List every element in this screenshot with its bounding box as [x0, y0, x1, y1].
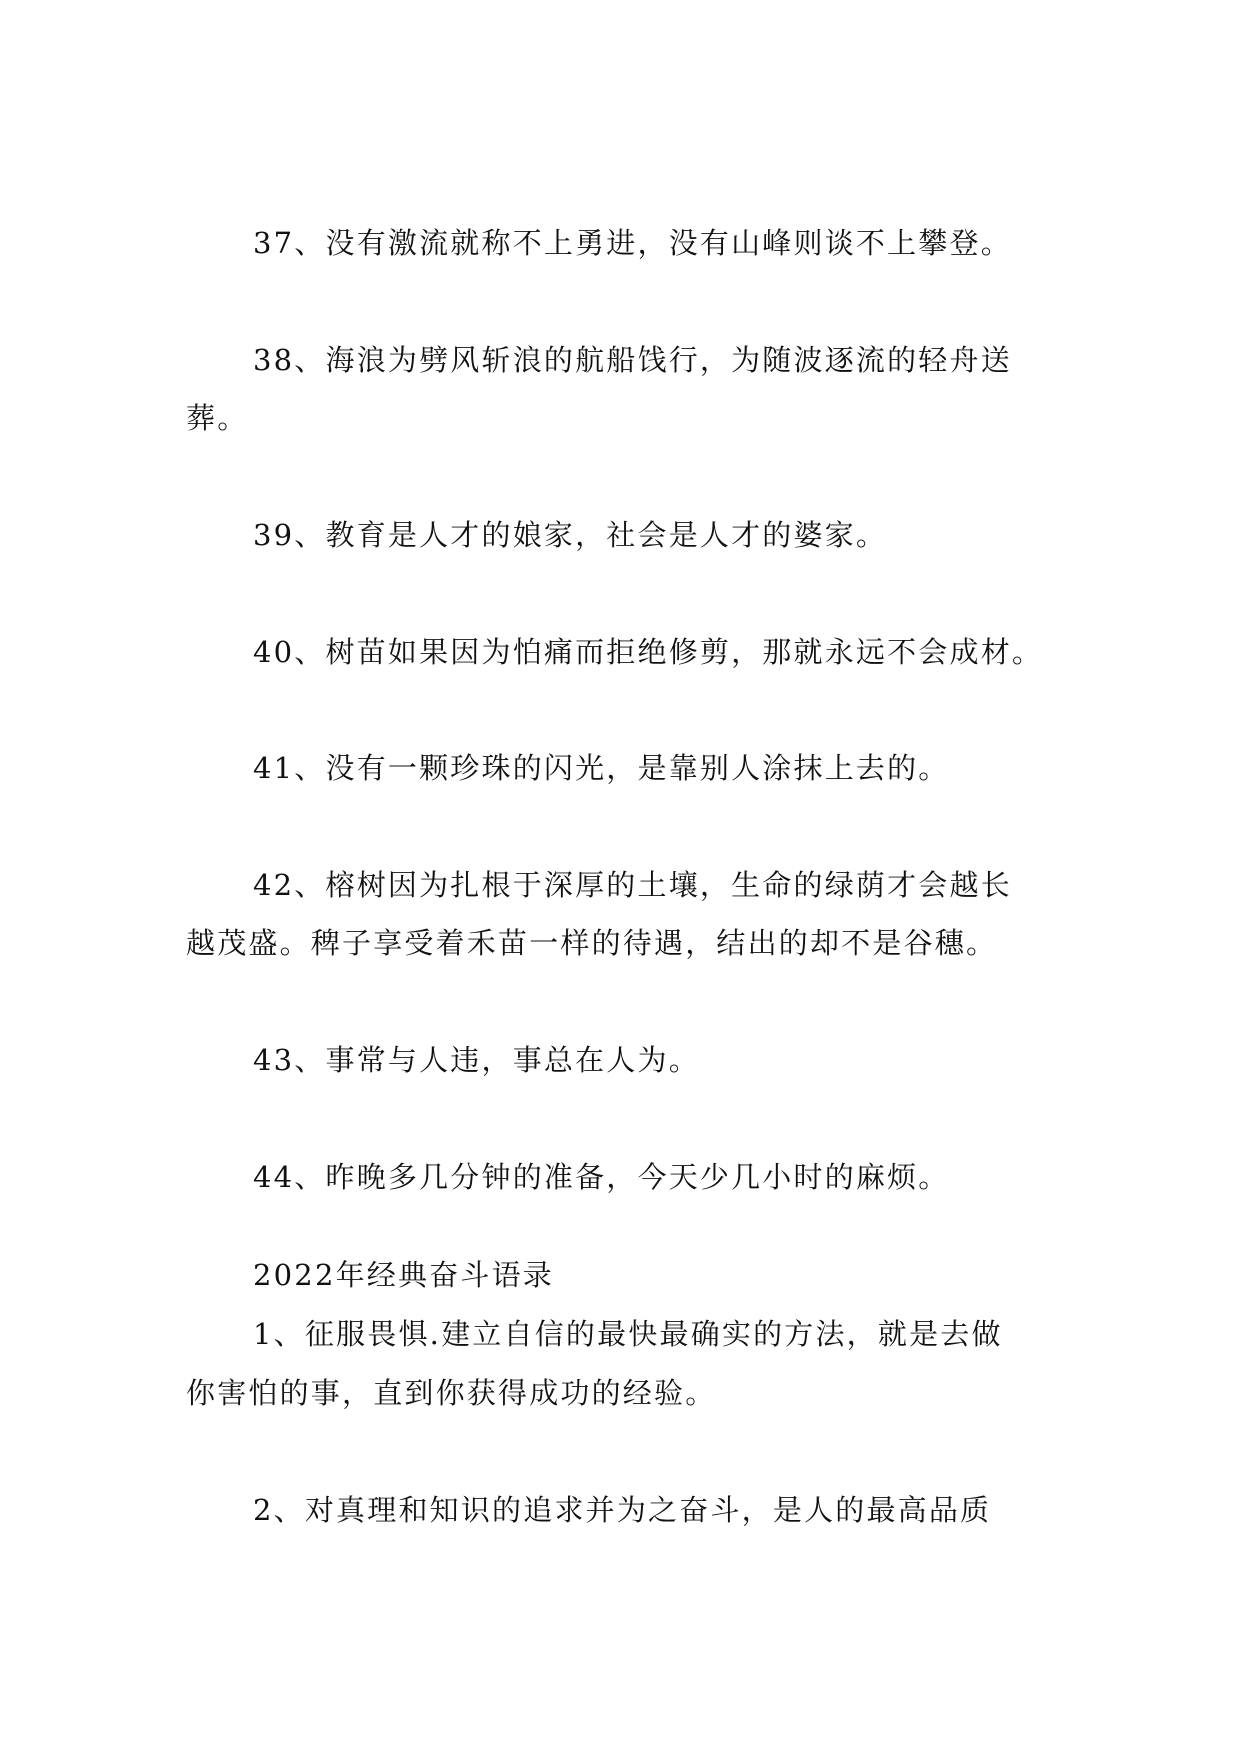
quote-1-line-1: 1、征服畏惧.建立自信的最快最确实的方法，就是去做 — [253, 1317, 1003, 1351]
quote-38-line-2: 葬。 — [186, 401, 249, 435]
quote-1-line-2: 你害怕的事，直到你获得成功的经验。 — [186, 1376, 717, 1410]
quote-42-line-1: 42、榕树因为扎根于深厚的土壤，生命的绿荫才会越长 — [253, 868, 1012, 902]
quote-43: 43、事常与人违，事总在人为。 — [253, 1043, 700, 1077]
section-heading: 2022年经典奋斗语录 — [253, 1258, 555, 1292]
quote-40: 40、树苗如果因为怕痛而拒绝修剪，那就永远不会成材。 — [253, 635, 1044, 669]
quote-37: 37、没有激流就称不上勇进，没有山峰则谈不上攀登。 — [253, 226, 1012, 260]
quote-41: 41、没有一颗珍珠的闪光，是靠别人涂抹上去的。 — [253, 751, 950, 785]
quote-2: 2、对真理和知识的追求并为之奋斗，是人的最高品质 — [253, 1493, 992, 1527]
quote-44: 44、昨晚多几分钟的准备，今天少几小时的麻烦。 — [253, 1160, 950, 1194]
quote-38-line-1: 38、海浪为劈风斩浪的航船饯行，为随波逐流的轻舟送 — [253, 343, 1012, 377]
quote-39: 39、教育是人才的娘家，社会是人才的婆家。 — [253, 518, 888, 552]
quote-42-line-2: 越茂盛。稗子享受着禾苗一样的待遇，结出的却不是谷穗。 — [186, 926, 998, 960]
